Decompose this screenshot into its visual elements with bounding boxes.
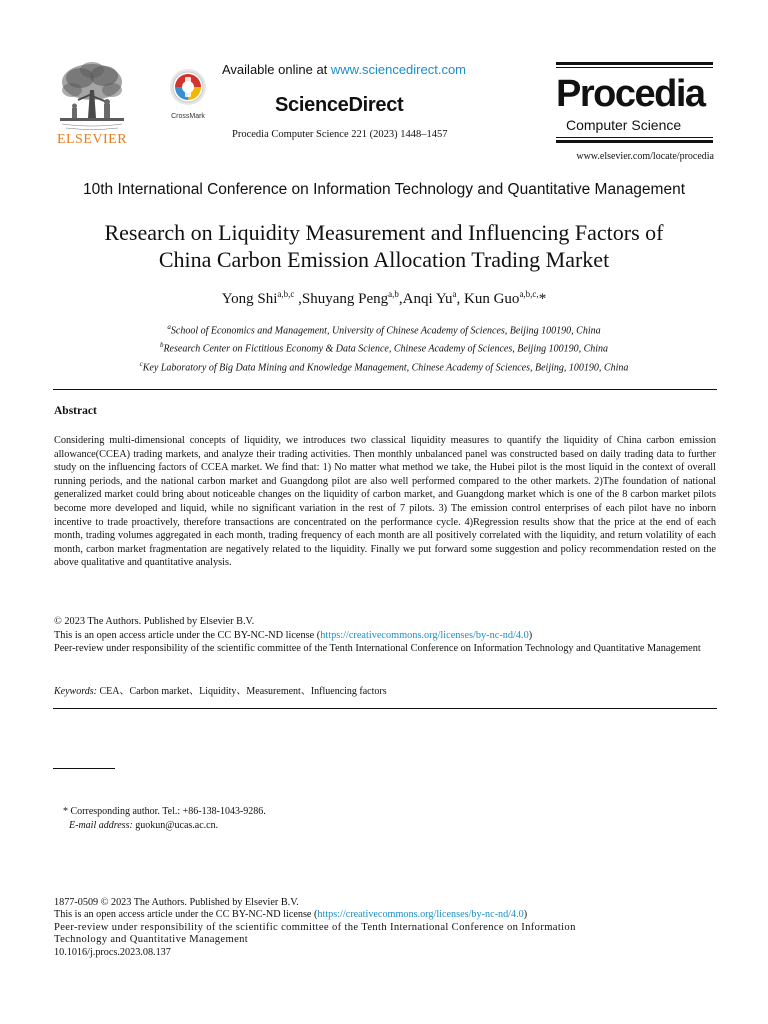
affiliation-mark: a	[167, 323, 171, 331]
email-line	[63, 819, 266, 833]
author-name: ,Shuyang Peng	[298, 291, 389, 307]
masthead-rule	[556, 67, 713, 68]
affiliation-text: School of Economics and Management, University of Chinese Academy of Sciences, Beijing 100190, China	[170, 325, 601, 337]
crossmark-label: CrossMark	[171, 113, 205, 120]
masthead-rule	[556, 137, 713, 138]
journal-reference: Procedia Computer Science 221 (2023) 1448–1457	[232, 129, 448, 140]
sciencedirect-link[interactable]: www.sciencedirect.com	[330, 62, 467, 77]
available-online-line	[222, 62, 466, 77]
affiliation-item	[0, 357, 768, 375]
open-access-text: )	[523, 909, 528, 921]
footnote	[63, 805, 266, 833]
section-divider	[53, 708, 717, 709]
masthead-rule	[556, 140, 713, 143]
corresponding-author-note: * Corresponding author. Tel.: +86-138-1043-9286.	[63, 806, 266, 817]
paper-title	[40, 219, 728, 273]
abstract-heading: Abstract	[54, 405, 97, 417]
open-access-text: This is an open access article under the CC BY-NC-ND license (	[54, 909, 318, 921]
journal-title: Procedia	[556, 73, 705, 115]
sciencedirect-wordmark: ScienceDirect	[275, 94, 404, 116]
journal-url[interactable]: www.elsevier.com/locate/procedia	[576, 151, 714, 162]
peer-review-line: Technology and Quantitative Management	[54, 934, 249, 946]
open-access-line	[54, 629, 716, 643]
affiliation-text: Research Center on Fictitious Economy & Data Science, Chinese Academy of Sciences, Beijing 100190, China	[163, 343, 609, 355]
peer-review-line: Peer-review under responsibility of the scientific committee of the Tenth International Conference on Information	[54, 921, 576, 933]
crossmark-badge[interactable]	[164, 68, 212, 120]
affiliation-mark: c	[139, 359, 143, 368]
abstract-body: Considering multi-dimensional concepts of liquidity, we introduces two classical liquidity measures to quantify the liquidity of China carbon emission allowance(CCEA) trading markets, and analyze their trading activities. Then monthly unbalanced panel was constructed based on daily trading data to further study on the influencing factors of CCEA market. We find that: 1) No matter what method we take, the Hubei pilot is the most liquid in the context of overall running periods, and the national carbon market and Guangdong pilot are also well performed compared to the other markets. 2)The foundation of national generalized market could bring about noticeable changes on the liquidity of carbon market, and Guangdong market which is one of the 8 carbon market pilots become more developed and liquid, while no significant variation in the rest of 7 pilots. 3) The emission control enterprises of each pilot have no inborn incentive to trade proactively, therefore transactions are concentrated on the performance cycle. 4)Regression results show that the price at the end of each month, trading volumes aggregated in each month, trading frequency of each month are all positively correlated with the liquidity, and return volatility of each month, carbon market fragmentation are negatively related to the liquidity. Finally we put forward some suggestion and policy recommendation rested on the above qualitative and quantitative analysis.	[54, 435, 716, 569]
journal-masthead	[556, 62, 713, 143]
author-affiliation-mark: a,b,c	[277, 289, 295, 299]
page-footer	[54, 897, 718, 959]
license-link[interactable]: https://creativecommons.org/licenses/by-nc-nd/4.0	[317, 909, 524, 921]
crossmark-icon	[169, 68, 207, 106]
affiliation-item	[0, 338, 768, 356]
copyright-line: © 2023 The Authors. Published by Elsevier B.V.	[54, 616, 255, 627]
affiliation-text: Key Laboratory of Big Data Mining and Knowledge Management, Chinese Academy of Sciences, Beijing, 100190, China	[142, 361, 629, 373]
license-block	[54, 615, 716, 656]
author-affiliation-mark: a,b	[388, 289, 399, 299]
author-list	[0, 289, 768, 308]
author-affiliation-mark: a,b,c,	[519, 289, 539, 299]
issn-line: 1877-0509 © 2023 The Authors. Published by Elsevier B.V.	[54, 897, 299, 908]
email-address[interactable]: guokun@ucas.ac.cn.	[132, 820, 219, 831]
license-link[interactable]: https://creativecommons.org/licenses/by-nc-nd/4.0	[320, 629, 529, 641]
publisher-wordmark: ELSEVIER	[56, 132, 128, 147]
paper-title-line: China Carbon Emission Allocation Trading Market	[158, 247, 610, 272]
author-affiliation-mark: a	[452, 289, 457, 299]
author-name: ,Anqi Yu	[398, 291, 453, 307]
available-online-label: Available online at	[222, 62, 331, 77]
open-access-line	[54, 909, 718, 921]
keywords-text: CEA、Carbon market、Liquidity、Measurement、Influencing factors	[96, 686, 387, 697]
author-name: Yong Shi	[221, 291, 278, 307]
open-access-text: This is an open access article under the CC BY-NC-ND license (	[54, 629, 321, 641]
open-access-text: )	[528, 629, 533, 641]
author-name: , Kun Guo	[456, 291, 520, 307]
corresponding-author-mark: *	[538, 291, 547, 307]
conference-name: 10th International Conference on Information Technology and Quantitative Management	[82, 181, 686, 198]
email-label: E-mail address:	[69, 820, 133, 831]
peer-review-line: Peer-review under responsibility of the scientific committee of the Tenth International Conference on Information Technology and Quantitative Management	[54, 643, 701, 655]
footnote-rule	[53, 768, 115, 769]
masthead-rule	[556, 62, 713, 65]
doi-line[interactable]: 10.1016/j.procs.2023.08.137	[54, 946, 171, 958]
journal-subtitle: Computer Science	[566, 117, 682, 133]
keywords-label: Keywords:	[54, 686, 97, 697]
paper-title-line: Research on Liquidity Measurement and Influencing Factors of	[104, 220, 664, 245]
affiliation-list	[0, 320, 768, 375]
section-divider	[53, 389, 717, 390]
affiliation-mark: b	[159, 341, 164, 350]
affiliation-item	[0, 320, 768, 338]
keywords-line	[54, 682, 716, 697]
